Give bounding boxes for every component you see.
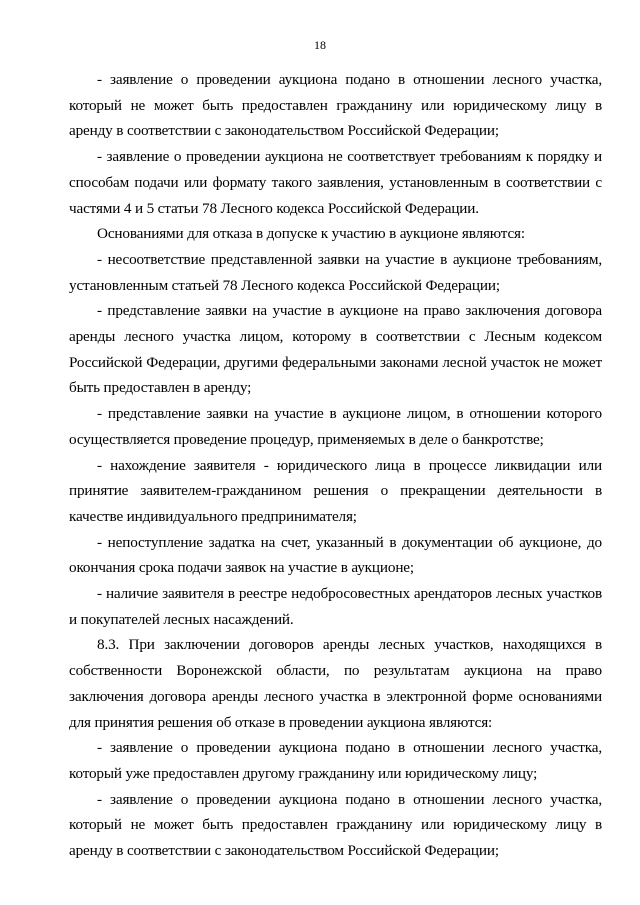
document-body [69, 67, 602, 864]
paragraph: - нахождение заявителя - юридического лица в процессе ликвидации или принятие заявителем-гражданином решения о прекращении деятельности в качестве индивидуального предпринимателя; [69, 456, 602, 525]
paragraph: - несоответствие представленной заявки на участие в аукционе требованиям, установленным статьей 78 Лесного кодекса Российской Федерации; [69, 250, 602, 294]
paragraph: - заявление о проведении аукциона подано в отношении лесного участка, который не может быть предоставлен гражданину или юридическому лицу в аренду в соответствии с законодательством Российской Федерации; [69, 790, 602, 860]
paragraph: - заявление о проведении аукциона подано в отношении лесного участка, который не может быть предоставлен гражданину или юридическому лицу в аренду в соответствии с законодательством Российской Федерации; [69, 71, 602, 140]
paragraph: Основаниями для отказа в допуске к участию в аукционе являются: [97, 225, 525, 243]
paragraph: - представление заявки на участие в аукционе лицом, в отношении которого осуществляется проведение процедур, применяемых в деле о банкротстве; [69, 405, 602, 448]
page-number: 18 [314, 38, 326, 52]
paragraph: - представление заявки на участие в аукционе на право заключения договора аренды лесного участка лицом, которому в соответствии с Лесным кодексом Российской Федерации, другими федеральными законами лесной участок не может быть предоставлен в аренду; [69, 302, 602, 397]
paragraph: 8.3. При заключении договоров аренды лесных участков, находящихся в собственности Воронежской области, по результатам аукциона на право заключения договора аренды лесного участка в электронной форме основаниями для принятия решения об отказе в проведении аукциона являются: [69, 636, 602, 731]
paragraph: - наличие заявителя в реестре недобросовестных арендаторов лесных участков и покупателей лесных насаждений. [69, 585, 602, 628]
paragraph: - непоступление задатка на счет, указанный в документации об аукционе, до окончания срока подачи заявок на участие в аукционе; [69, 533, 602, 577]
paragraph: - заявление о проведении аукциона подано в отношении лесного участка, который уже предоставлен другому гражданину или юридическому лицу; [69, 739, 602, 782]
paragraph: - заявление о проведении аукциона не соответствует требованиям к порядку и способам подачи или формату такого заявления, установленным в соответствии с частями 4 и 5 статьи 78 Лесного кодекса Российской Федерации. [69, 148, 602, 217]
